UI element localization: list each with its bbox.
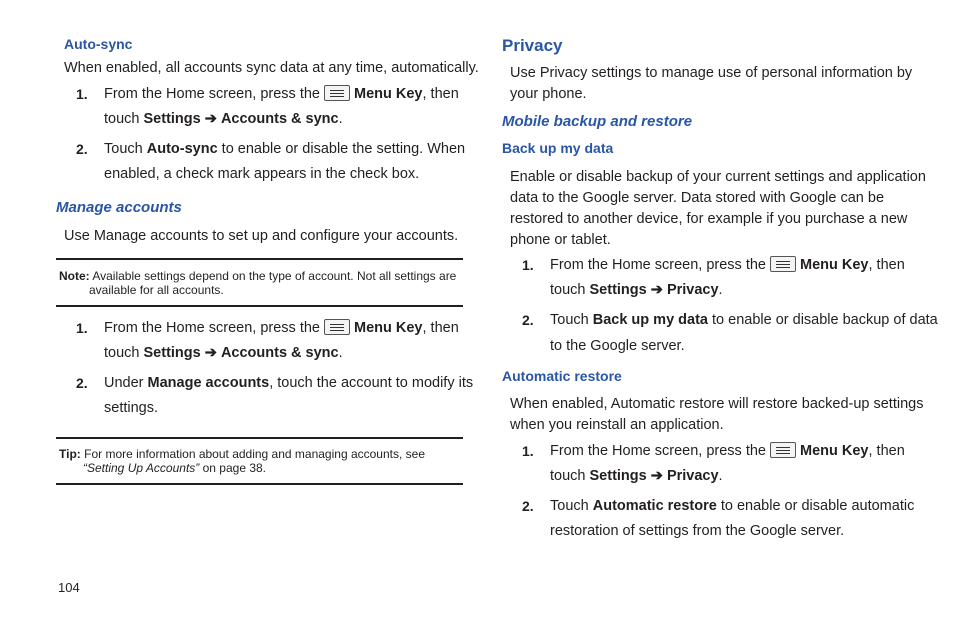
autosync-description: When enabled, all accounts sync data at any time, automatically.: [64, 60, 479, 76]
step-number: 1.: [522, 443, 534, 459]
step-text: Touch Auto-sync to enable or disable the setting. When: [104, 141, 466, 157]
menu-key-icon: [324, 85, 350, 101]
step-text-line2: restoration of settings from the Google server.: [550, 523, 845, 539]
backup-description-line: data to the Google server. Data stored with Google can be: [510, 190, 885, 206]
tip-line2: “Setting Up Accounts” on page 38.: [83, 461, 267, 475]
automatic-restore-subheading: Automatic restore: [502, 368, 622, 384]
step-path: touch Settings ➔ Privacy.: [550, 282, 723, 298]
backup-description-line: phone or tablet.: [510, 232, 611, 248]
step-text-line2: settings.: [104, 400, 158, 416]
step-text: From the Home screen, press the Menu Key, then: [550, 257, 905, 273]
menu-key-icon: [770, 256, 796, 272]
manage-accounts-description: Use Manage accounts to set up and configure your accounts.: [64, 228, 459, 244]
tip-bottom-rule: [56, 483, 463, 485]
step-text: Under Manage accounts, touch the account to modify its: [104, 375, 474, 391]
step-text: Touch Back up my data to enable or disable backup of data: [550, 312, 938, 328]
note-top-rule: [56, 258, 463, 260]
step-text: From the Home screen, press the Menu Key, then: [104, 320, 459, 336]
backup-description-line: restored to another device, for example if you purchase a new: [510, 211, 908, 227]
step-text: From the Home screen, press the Menu Key, then: [550, 443, 905, 459]
backup-description-line: Enable or disable backup of your current settings and application: [510, 169, 926, 185]
step-text-line2: to the Google server.: [550, 338, 685, 354]
step-number: 1.: [76, 320, 88, 336]
step-path: touch Settings ➔ Accounts & sync.: [104, 111, 343, 127]
step-number: 2.: [522, 498, 534, 514]
autosync-heading: Auto-sync: [64, 36, 133, 52]
mobile-backup-heading: Mobile backup and restore: [502, 113, 693, 130]
menu-key-icon: [770, 442, 796, 458]
step-text: Touch Automatic restore to enable or disable automatic: [550, 498, 915, 514]
privacy-description-line1: Use Privacy settings to manage use of personal information by: [510, 65, 913, 81]
restore-description-line: when you reinstall an application.: [510, 417, 724, 433]
menu-key-icon: [324, 319, 350, 335]
step-number: 1.: [76, 86, 88, 102]
tip-top-rule: [56, 437, 463, 439]
page-number: 104: [58, 580, 80, 595]
backup-subheading: Back up my data: [502, 140, 614, 156]
step-number: 2.: [76, 141, 88, 157]
manage-accounts-heading: Manage accounts: [56, 199, 182, 216]
step-text-line2: enabled, a check mark appears in the check box.: [104, 166, 420, 182]
tip-line1: Tip: For more information about adding and managing accounts, see: [59, 447, 425, 461]
note-line1: Note: Available settings depend on the type of account. Not all settings are: [59, 269, 457, 283]
privacy-description-line2: your phone.: [510, 86, 587, 102]
note-line2: available for all accounts.: [89, 283, 224, 297]
note-bottom-rule: [56, 305, 463, 307]
step-path: touch Settings ➔ Accounts & sync.: [104, 345, 343, 361]
restore-description-line: When enabled, Automatic restore will restore backed-up settings: [510, 396, 924, 412]
step-number: 1.: [522, 257, 534, 273]
step-path: touch Settings ➔ Privacy.: [550, 468, 723, 484]
privacy-heading: Privacy: [502, 36, 563, 55]
tip-reference: “Setting Up Accounts”: [83, 461, 200, 475]
step-number: 2.: [522, 312, 534, 328]
step-number: 2.: [76, 375, 88, 391]
step-text: From the Home screen, press the Menu Key, then: [104, 86, 459, 102]
